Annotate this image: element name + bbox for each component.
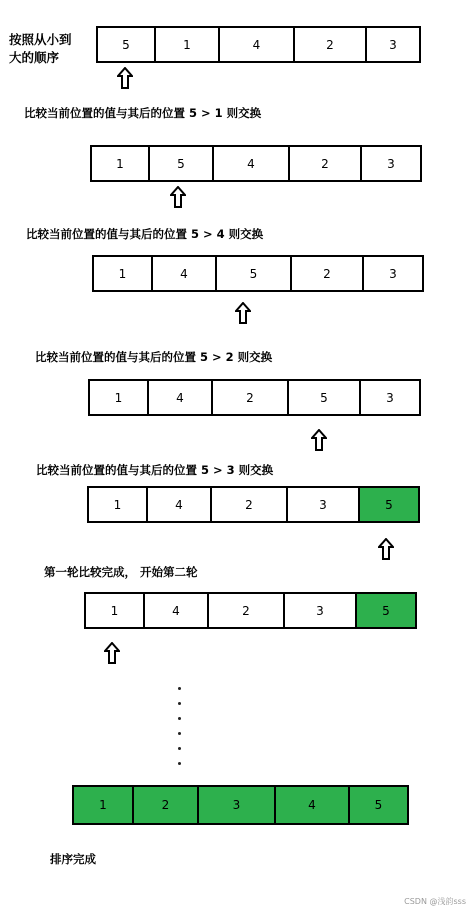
array-cell: 4: [220, 28, 295, 61]
array-cell: 1: [92, 147, 150, 180]
array-after-step-4: [87, 486, 420, 523]
ellipsis-dot: [178, 762, 181, 765]
step-4-label: 比较当前位置的值与其后的位置 5 > 3 则交换: [36, 463, 274, 477]
array-cell: 4: [148, 488, 212, 521]
array-cell: 2: [295, 28, 367, 61]
array-cell: 1: [86, 594, 145, 627]
array-cell: 3: [199, 787, 276, 823]
array-final-sorted: [72, 785, 409, 825]
title-line-2: 大的顺序: [9, 50, 60, 65]
pointer-arrow-icon: [170, 186, 186, 208]
array-after-step-1: [90, 145, 422, 182]
pointer-arrow-icon: [235, 302, 251, 324]
watermark: CSDN @浅韵sss: [404, 897, 466, 906]
array-cell: 2: [292, 257, 364, 290]
array-cell: 4: [153, 257, 217, 290]
array-cell: 3: [386, 390, 394, 405]
array-cell: 3: [387, 156, 395, 171]
array-cell: 5: [360, 488, 418, 521]
array-cell: 1: [156, 28, 220, 61]
pointer-arrow-icon: [311, 429, 327, 451]
array-cell: 3: [389, 266, 397, 281]
array-cell: 3: [288, 488, 360, 521]
ellipsis-dot: [178, 732, 181, 735]
ellipsis-dot: [178, 717, 181, 720]
round-complete-label: 第一轮比较完成， 开始第二轮: [44, 565, 198, 579]
sort-complete-label: 排序完成: [50, 852, 96, 866]
array-after-step-3: [88, 379, 421, 416]
step-3-label: 比较当前位置的值与其后的位置 5 > 2 则交换: [35, 350, 273, 364]
array-cell: 2: [213, 381, 289, 414]
array-cell: 2: [212, 488, 288, 521]
pointer-arrow-icon: [117, 67, 133, 89]
array-cell: 2: [209, 594, 285, 627]
array-cell: 1: [90, 381, 149, 414]
array-cell: 5: [150, 147, 214, 180]
array-cell: 4: [214, 147, 290, 180]
array-initial: [96, 26, 421, 63]
array-cell: 2: [290, 147, 362, 180]
array-cell: 3: [285, 594, 357, 627]
array-cell: 1: [94, 257, 153, 290]
array-cell: 5: [289, 381, 361, 414]
array-after-step-2: [92, 255, 424, 292]
array-cell: 1: [89, 488, 148, 521]
array-cell: 3: [389, 37, 397, 52]
array-cell: 5: [217, 257, 292, 290]
pointer-arrow-icon: [378, 538, 394, 560]
title-line-1: 按照从小到: [9, 32, 72, 47]
array-cell: 1: [74, 787, 134, 823]
step-1-label: 比较当前位置的值与其后的位置 5 > 1 则交换: [24, 106, 262, 120]
ellipsis-dot: [178, 702, 181, 705]
array-cell: 4: [149, 381, 213, 414]
array-cell: 4: [145, 594, 209, 627]
array-round-2-start: [84, 592, 417, 629]
ellipsis-dot: [178, 687, 181, 690]
step-2-label: 比较当前位置的值与其后的位置 5 > 4 则交换: [26, 227, 264, 241]
array-cell: 4: [276, 787, 350, 823]
pointer-arrow-icon: [104, 642, 120, 664]
ellipsis-dot: [178, 747, 181, 750]
array-cell: 5: [350, 787, 407, 823]
array-cell: 5: [357, 594, 415, 627]
array-cell: 5: [98, 28, 156, 61]
array-cell: 2: [134, 787, 199, 823]
